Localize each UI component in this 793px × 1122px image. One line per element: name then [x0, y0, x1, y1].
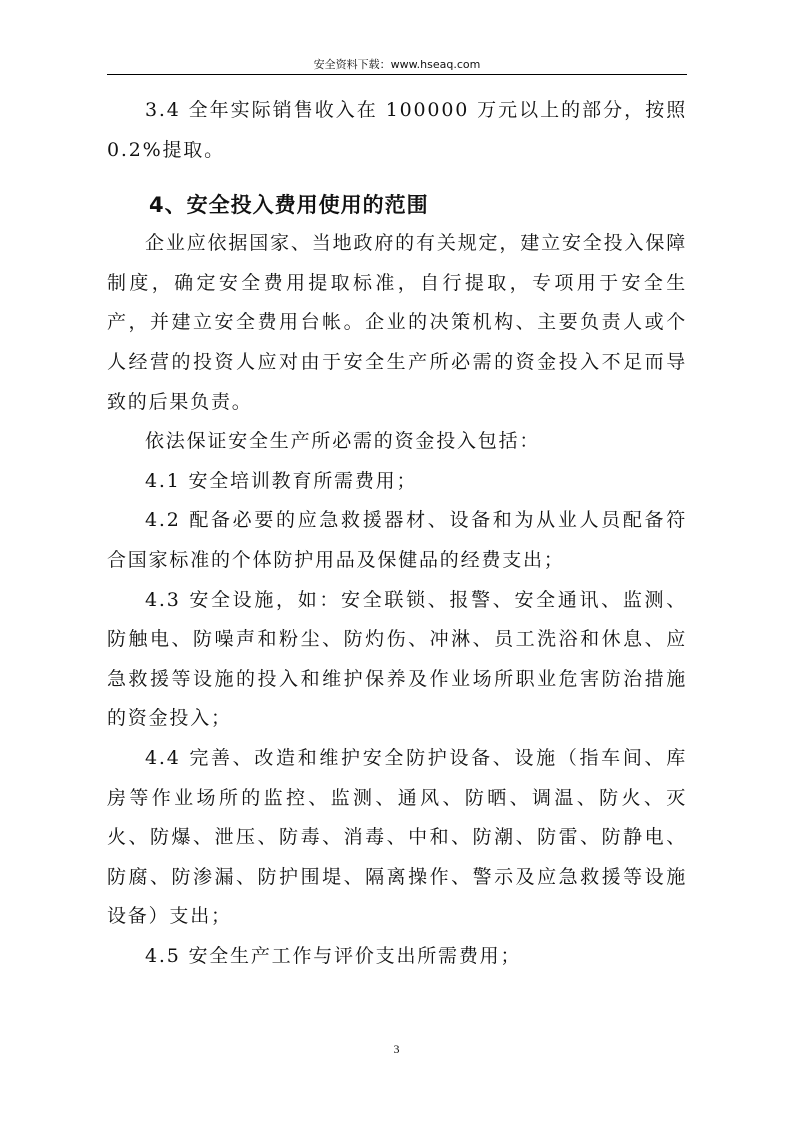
paragraph-4-2: 4.2 配备必要的应急救援器材、设备和为从业人员配备符合国家标准的个体防护用品及保健品的经费支出；: [107, 509, 687, 571]
paragraph-4-4: 4.4 完善、改造和维护安全防护设备、设施（指车间、库房等作业场所的监控、监测、通风、防晒、调温、防火、灭火、防爆、泄压、防毒、消毒、中和、防潮、防雷、防静电、防腐、防渗漏、防护围堤、隔离操作、警示及应急救援等设施设备）支出；: [107, 746, 687, 928]
paragraph-3-4: 3.4 全年实际销售收入在 100000 万元以上的部分，按照 0.2%提取。: [107, 99, 687, 161]
page-header: [107, 55, 687, 75]
page-number: 3: [393, 1042, 400, 1056]
paragraph-4-1: 4.1 安全培训教育所需费用；: [145, 469, 418, 492]
page-footer: [0, 1042, 793, 1057]
document-body: [107, 91, 687, 976]
paragraph-intro: 企业应依据国家、当地政府的有关规定，建立安全投入保障制度，确定安全费用提取标准，自行提取，专项用于安全生产，并建立安全费用台帐。企业的决策机构、主要负责人或个人经营的投资人应对由于安全生产所必需的资金投入不足而导致的后果负责。: [107, 232, 687, 413]
paragraph-4-5: 4.5 安全生产工作与评价支出所需费用；: [145, 944, 522, 967]
paragraph-4-3: 4.3 安全设施，如：安全联锁、报警、安全通讯、监测、防触电、防噪声和粉尘、防灼伤、冲淋、员工洗浴和休息、应急救援等设施的投入和维护保养及作业场所职业危害防治措施的资金投入；: [107, 588, 687, 730]
section-heading-4: 4、安全投入费用使用的范围: [149, 193, 429, 218]
paragraph-lead: 依法保证安全生产所必需的资金投入包括：: [145, 430, 541, 453]
header-text: 安全资料下载：www.hseaq.com: [313, 58, 481, 71]
